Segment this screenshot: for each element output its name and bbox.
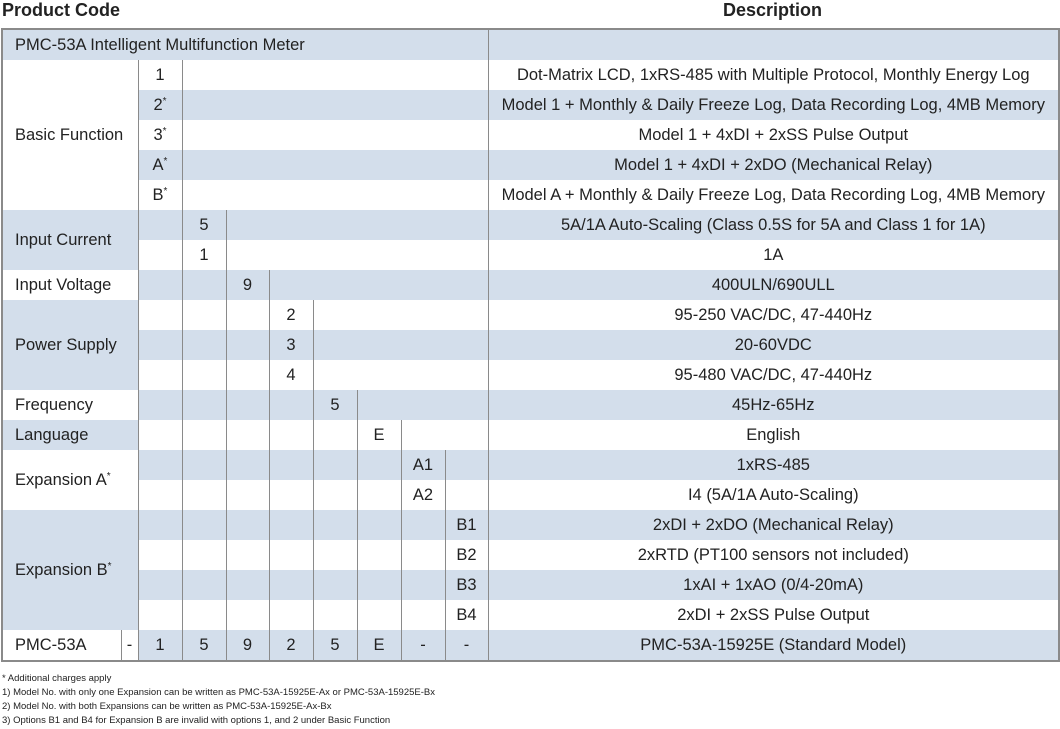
empty-cell [401, 90, 445, 120]
empty-cell [357, 240, 401, 270]
option-code: 5 [182, 210, 226, 240]
empty-cell [138, 300, 182, 330]
option-code: A2 [401, 480, 445, 510]
option-description: 95-250 VAC/DC, 47-440Hz [488, 300, 1059, 330]
empty-cell [357, 300, 401, 330]
empty-cell [269, 240, 313, 270]
group-label: Expansion A* [2, 450, 138, 510]
empty-cell [357, 330, 401, 360]
empty-cell [401, 420, 445, 450]
option-code: B4 [445, 600, 488, 630]
footnote: 1) Model No. with only one Expansion can be written as PMC-53A-15925E-Ax or PMC-53A-15925E-Bx [2, 687, 435, 698]
empty-cell [182, 330, 226, 360]
empty-cell [269, 60, 313, 90]
option-code: 1 [138, 60, 182, 90]
option-description: 2xDI + 2xDO (Mechanical Relay) [488, 510, 1059, 540]
empty-cell [226, 240, 269, 270]
summary-code: - [401, 630, 445, 661]
empty-cell [445, 360, 488, 390]
empty-cell [401, 180, 445, 210]
empty-cell [357, 480, 401, 510]
empty-cell [138, 360, 182, 390]
option-code: 9 [226, 270, 269, 300]
empty-cell [269, 150, 313, 180]
empty-cell [226, 180, 269, 210]
option-row [2, 300, 1059, 330]
empty-cell [226, 210, 269, 240]
option-row [2, 120, 1059, 150]
empty-cell [313, 330, 357, 360]
empty-cell [445, 150, 488, 180]
option-row [2, 330, 1059, 360]
summary-row [2, 630, 1059, 661]
empty-cell [182, 90, 226, 120]
empty-cell [138, 390, 182, 420]
option-code: 3* [138, 120, 182, 150]
footnotes [2, 672, 435, 728]
option-description: I4 (5A/1A Auto-Scaling) [488, 480, 1059, 510]
footnote: 3) Options B1 and B4 for Expansion B are invalid with options 1, and 2 under Basic Function [2, 715, 391, 726]
empty-cell [357, 150, 401, 180]
empty-cell [226, 570, 269, 600]
model-cell: PMC-53A [2, 630, 121, 661]
empty-cell [401, 300, 445, 330]
option-description: 1xAI + 1xAO (0/4-20mA) [488, 570, 1059, 600]
option-code: A* [138, 150, 182, 180]
group-label: Input Current [2, 210, 138, 270]
empty-cell [313, 570, 357, 600]
empty-cell [357, 510, 401, 540]
empty-cell [226, 450, 269, 480]
empty-cell [269, 420, 313, 450]
empty-cell [182, 300, 226, 330]
option-code: 2 [269, 300, 313, 330]
summary-code: 1 [138, 630, 182, 661]
empty-cell [313, 150, 357, 180]
empty-cell [138, 600, 182, 630]
empty-cell [182, 450, 226, 480]
option-row [2, 210, 1059, 240]
empty-cell [445, 450, 488, 480]
empty-cell [357, 60, 401, 90]
empty-cell [357, 360, 401, 390]
option-description: 5A/1A Auto-Scaling (Class 0.5S for 5A and Class 1 for 1A) [488, 210, 1059, 240]
separator-cell: - [121, 630, 138, 661]
empty-cell [226, 480, 269, 510]
option-row [2, 600, 1059, 630]
empty-cell [313, 120, 357, 150]
empty-cell [269, 600, 313, 630]
empty-cell [401, 510, 445, 540]
empty-cell [357, 600, 401, 630]
empty-cell [182, 180, 226, 210]
empty-cell [401, 540, 445, 570]
option-code: 3 [269, 330, 313, 360]
option-code: B3 [445, 570, 488, 600]
option-description: 45Hz-65Hz [488, 390, 1059, 420]
description-heading: Description [722, 0, 823, 20]
empty-cell [182, 360, 226, 390]
empty-cell [226, 60, 269, 90]
empty-cell [313, 270, 357, 300]
product-code-heading: Product Code [2, 0, 121, 20]
option-row [2, 480, 1059, 510]
asterisk: * [106, 470, 111, 482]
empty-cell [226, 330, 269, 360]
empty-cell [226, 300, 269, 330]
option-row [2, 90, 1059, 120]
empty-cell [445, 420, 488, 450]
empty-cell [445, 300, 488, 330]
footnote: 2) Model No. with both Expansions can be written as PMC-53A-15925E-Ax-Bx [2, 701, 332, 712]
empty-cell [138, 480, 182, 510]
empty-cell [269, 270, 313, 300]
option-row [2, 570, 1059, 600]
empty-cell [313, 450, 357, 480]
empty-cell [313, 510, 357, 540]
title-desc-cell [488, 29, 1059, 60]
option-description: 1A [488, 240, 1059, 270]
empty-cell [357, 90, 401, 120]
empty-cell [357, 210, 401, 240]
option-description: 1xRS-485 [488, 450, 1059, 480]
empty-cell [313, 240, 357, 270]
summary-code: 9 [226, 630, 269, 661]
empty-cell [138, 240, 182, 270]
empty-cell [357, 390, 401, 420]
option-code: B2 [445, 540, 488, 570]
empty-cell [313, 420, 357, 450]
empty-cell [401, 150, 445, 180]
empty-cell [269, 120, 313, 150]
empty-cell [138, 570, 182, 600]
empty-cell [357, 180, 401, 210]
empty-cell [226, 120, 269, 150]
empty-cell [445, 270, 488, 300]
summary-code: 5 [182, 630, 226, 661]
empty-cell [182, 420, 226, 450]
empty-cell [269, 510, 313, 540]
summary-code: - [445, 630, 488, 661]
empty-cell [138, 330, 182, 360]
option-row [2, 270, 1059, 300]
empty-cell [401, 270, 445, 300]
empty-cell [401, 210, 445, 240]
empty-cell [357, 570, 401, 600]
option-description: 2xRTD (PT100 sensors not included) [488, 540, 1059, 570]
empty-cell [138, 450, 182, 480]
option-description: Model 1 + 4xDI + 2xDO (Mechanical Relay) [488, 150, 1059, 180]
empty-cell [182, 480, 226, 510]
title-row [2, 29, 1059, 60]
empty-cell [269, 180, 313, 210]
option-code: 4 [269, 360, 313, 390]
empty-cell [182, 510, 226, 540]
empty-cell [269, 480, 313, 510]
option-row [2, 420, 1059, 450]
empty-cell [182, 270, 226, 300]
option-description: Model A + Monthly & Daily Freeze Log, Data Recording Log, 4MB Memory [488, 180, 1059, 210]
empty-cell [357, 270, 401, 300]
group-label: Basic Function [2, 60, 138, 210]
empty-cell [401, 390, 445, 420]
option-description: 95-480 VAC/DC, 47-440Hz [488, 360, 1059, 390]
empty-cell [138, 270, 182, 300]
empty-cell [313, 60, 357, 90]
empty-cell [182, 540, 226, 570]
option-row [2, 360, 1059, 390]
option-description: Dot-Matrix LCD, 1xRS-485 with Multiple Protocol, Monthly Energy Log [488, 60, 1059, 90]
option-description: 2xDI + 2xSS Pulse Output [488, 600, 1059, 630]
empty-cell [445, 90, 488, 120]
empty-cell [138, 210, 182, 240]
option-code: B1 [445, 510, 488, 540]
group-label: Input Voltage [2, 270, 138, 300]
empty-cell [401, 570, 445, 600]
empty-cell [226, 360, 269, 390]
empty-cell [445, 480, 488, 510]
empty-cell [226, 420, 269, 450]
option-description: 20-60VDC [488, 330, 1059, 360]
option-row [2, 390, 1059, 420]
empty-cell [401, 60, 445, 90]
empty-cell [269, 390, 313, 420]
empty-cell [226, 600, 269, 630]
option-description: English [488, 420, 1059, 450]
option-row [2, 240, 1059, 270]
empty-cell [401, 120, 445, 150]
empty-cell [269, 450, 313, 480]
empty-cell [313, 540, 357, 570]
empty-cell [182, 600, 226, 630]
empty-cell [138, 510, 182, 540]
summary-description: PMC-53A-15925E (Standard Model) [488, 630, 1059, 661]
empty-cell [401, 330, 445, 360]
option-description: Model 1 + 4xDI + 2xSS Pulse Output [488, 120, 1059, 150]
group-label: Expansion B* [2, 510, 138, 630]
empty-cell [445, 390, 488, 420]
ordering-table [1, 28, 1060, 662]
empty-cell [226, 390, 269, 420]
empty-cell [182, 150, 226, 180]
summary-code: 2 [269, 630, 313, 661]
empty-cell [445, 60, 488, 90]
option-row [2, 180, 1059, 210]
option-description: Model 1 + Monthly & Daily Freeze Log, Data Recording Log, 4MB Memory [488, 90, 1059, 120]
option-code: A1 [401, 450, 445, 480]
empty-cell [401, 600, 445, 630]
empty-cell [357, 120, 401, 150]
option-code: 1 [182, 240, 226, 270]
option-code: E [357, 420, 401, 450]
option-row [2, 450, 1059, 480]
empty-cell [269, 570, 313, 600]
empty-cell [357, 540, 401, 570]
empty-cell [138, 540, 182, 570]
asterisk: * [107, 560, 112, 572]
summary-code: 5 [313, 630, 357, 661]
empty-cell [445, 210, 488, 240]
empty-cell [445, 180, 488, 210]
empty-cell [138, 420, 182, 450]
empty-cell [226, 510, 269, 540]
title-cell: PMC-53A Intelligent Multifunction Meter [15, 35, 305, 54]
empty-cell [445, 240, 488, 270]
empty-cell [182, 60, 226, 90]
empty-cell [269, 540, 313, 570]
option-code: 2* [138, 90, 182, 120]
option-code: B* [138, 180, 182, 210]
empty-cell [313, 90, 357, 120]
empty-cell [313, 210, 357, 240]
option-code: 5 [313, 390, 357, 420]
option-row [2, 60, 1059, 90]
empty-cell [357, 450, 401, 480]
option-row [2, 540, 1059, 570]
empty-cell [182, 570, 226, 600]
summary-code: E [357, 630, 401, 661]
empty-cell [313, 180, 357, 210]
option-row [2, 510, 1059, 540]
option-row [2, 150, 1059, 180]
empty-cell [401, 360, 445, 390]
footnote: * Additional charges apply [2, 673, 112, 684]
empty-cell [313, 600, 357, 630]
empty-cell [269, 90, 313, 120]
empty-cell [269, 210, 313, 240]
empty-cell [445, 330, 488, 360]
empty-cell [226, 90, 269, 120]
option-description: 400ULN/690ULL [488, 270, 1059, 300]
group-label: Power Supply [2, 300, 138, 390]
empty-cell [401, 240, 445, 270]
empty-cell [182, 390, 226, 420]
empty-cell [226, 150, 269, 180]
empty-cell [182, 120, 226, 150]
empty-cell [226, 540, 269, 570]
group-label: Frequency [2, 390, 138, 420]
empty-cell [313, 480, 357, 510]
group-label: Language [2, 420, 138, 450]
empty-cell [313, 360, 357, 390]
empty-cell [445, 120, 488, 150]
empty-cell [313, 300, 357, 330]
